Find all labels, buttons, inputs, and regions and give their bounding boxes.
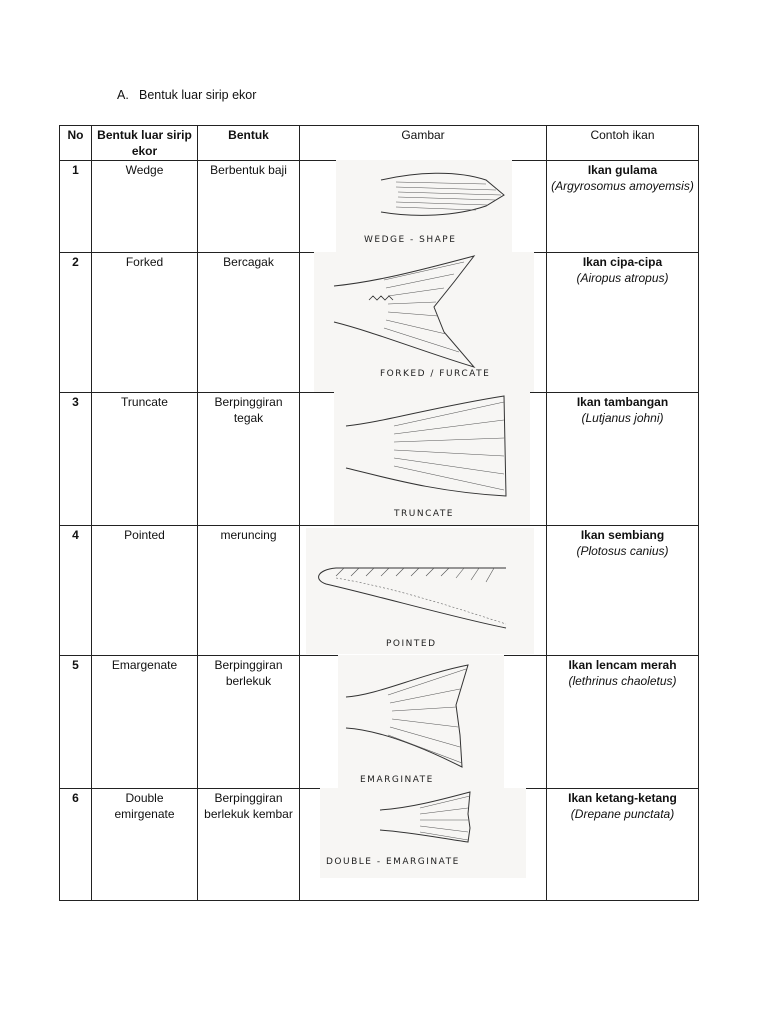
table-row [60,656,699,789]
table-row [60,161,699,253]
example-name: Ikan cipa-cipa [582,255,663,269]
figure-caption: EMARGINATE [360,775,434,785]
row-bentuk: Berpinggiran berlekuk kembar [198,789,300,901]
row-image-cell [300,161,547,253]
row-example [547,526,699,656]
pointed-fin-illustration [306,528,534,654]
scientific-name: (Lutjanus johni) [581,411,664,425]
table-row [60,253,699,393]
row-no: 6 [60,789,92,901]
example-name: Ikan sembiang [580,528,665,542]
table-row [60,393,699,526]
header-bentuk: Bentuk [198,126,300,161]
row-image-cell [300,656,547,789]
row-example [547,161,699,253]
header-no: No [60,126,92,161]
row-no: 2 [60,253,92,393]
scientific-name: (Drepane punctata) [570,807,675,821]
row-shape: Emargenate [92,656,198,789]
row-no: 4 [60,526,92,656]
figure-caption: POINTED [386,639,437,649]
scientific-name: (Airopus atropus) [576,271,669,285]
example-name: Ikan lencam merah [568,658,677,672]
row-bentuk: Berbentuk baji [198,161,300,253]
row-shape: Wedge [92,161,198,253]
row-bentuk: meruncing [198,526,300,656]
figure-caption: FORKED / FURCATE [380,369,491,379]
header-example: Contoh ikan [547,126,699,161]
row-shape: Double emirgenate [92,789,198,901]
table-header-row [60,126,699,161]
row-example [547,656,699,789]
section-letter: A. [117,88,129,102]
table-row [60,526,699,656]
header-gambar: Gambar [300,126,547,161]
header-shape: Bentuk luar sirip ekor [92,126,198,161]
scientific-name: (Argyrosomus amoyemsis) [551,179,694,193]
wedge-fin-illustration [336,160,512,252]
row-example [547,393,699,526]
section-title: Bentuk luar sirip ekor [139,88,257,102]
scientific-name: (lethrinus chaoletus) [568,674,677,688]
figure-caption: TRUNCATE [394,509,454,519]
emarginate-fin-illustration [338,655,504,788]
row-example [547,789,699,901]
section-heading [117,88,256,102]
example-name: Ikan tambangan [576,395,669,409]
figure-caption: WEDGE - SHAPE [364,235,457,245]
row-example [547,253,699,393]
row-no: 3 [60,393,92,526]
caudal-fin-table [59,125,699,901]
row-shape: Forked [92,253,198,393]
row-image-cell [300,253,547,393]
table-row [60,789,699,901]
double-emarginate-fin-illustration [320,788,526,878]
scientific-name: (Plotosus canius) [576,544,669,558]
example-name: Ikan ketang-ketang [568,791,677,805]
forked-fin-illustration [314,252,534,392]
figure-caption: DOUBLE - EMARGINATE [326,857,460,867]
row-bentuk: Bercagak [198,253,300,393]
row-image-cell [300,526,547,656]
row-bentuk: Berpinggiran tegak [198,393,300,526]
row-bentuk: Berpinggiran berlekuk [198,656,300,789]
row-no: 1 [60,161,92,253]
row-image-cell [300,789,547,901]
row-shape: Pointed [92,526,198,656]
row-image-cell [300,393,547,526]
truncate-fin-illustration [334,392,530,525]
example-name: Ikan gulama [587,163,658,177]
row-no: 5 [60,656,92,789]
row-shape: Truncate [92,393,198,526]
